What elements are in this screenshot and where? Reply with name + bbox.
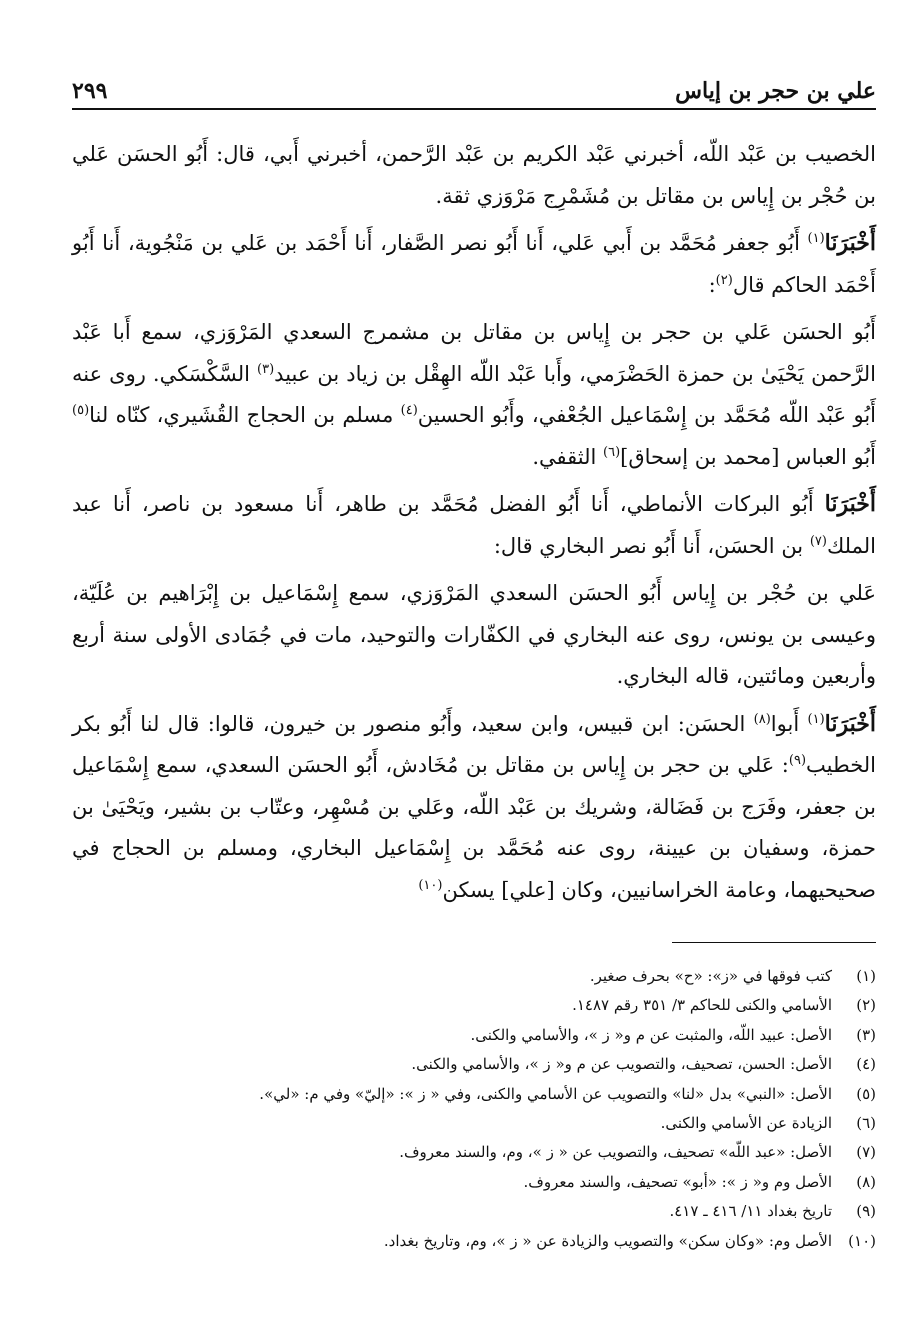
footnote-ref: (٢) [715, 272, 733, 288]
running-title: علي بن حجر بن إياس [675, 78, 876, 104]
footnote [72, 1080, 876, 1109]
paragraph-text: الثقفي. [532, 444, 604, 469]
footnote-ref: (٥) [72, 403, 90, 418]
footnote [72, 1050, 876, 1079]
paragraph-text: أَبُو البركات الأنماطي، أَنا أَبُو الفضل مُحَمَّد بن طاهر، أَنا مسعود بن ناصر، أَنا عبد الملك [72, 492, 876, 558]
paragraph-text: أَبُو جعفر مُحَمَّد بن أَبي عَلي، أَنا أَبُو نصر الصَّفار، أَنا أَحْمَد بن عَلي بن مَنْجُوية، أَنا أَبُو أَحْمَد الحاكم قال [72, 231, 876, 297]
footnotes [72, 962, 876, 1256]
footnote [72, 1109, 876, 1138]
akhbarana-keyword: أَخْبَرَنَا [824, 230, 876, 256]
footnote-text: الأصل: الحسن، تصحيف، والتصويب عن م و« ز »، والأسامي والكنى. [411, 1055, 832, 1074]
paragraph-text: : [708, 272, 716, 297]
footnote-number: (٩) [856, 1202, 876, 1221]
header-rule [72, 108, 876, 110]
akhbarana-keyword: أَخْبَرَنَا [824, 491, 876, 517]
paragraph-text: الحسَن: ابن قبيس، وابن سعيد، وأَبُو منصور بن خيرون، قالوا: قال لنا أَبُو بكر الخطيب [72, 711, 876, 777]
footnote-number: (٢) [856, 996, 876, 1015]
footnote-text: الأصل وم: «وكان سكن» والتصويب والزيادة عن « ز »، وم، وتاريخ بغداد. [383, 1231, 832, 1250]
footnote-ref: (١٠) [418, 877, 443, 893]
paragraph-1: الخصيب بن عَبْد اللّه، أخبرني عَبْد الكريم بن عَبْد الرَّحمن، أخبرني أَبي، قال: أَبُو الحسَن عَلي بن حُجْر بن إِياس بن مقاتل بن مُشَمْرِج مَرْوَزي ثقة. [72, 142, 876, 208]
main-text [72, 134, 876, 917]
footnote [72, 1168, 876, 1197]
footnote-text: الزيادة عن الأسامي والكنى. [660, 1114, 832, 1133]
footnote [72, 1227, 876, 1256]
footnote-text: الأصل: «النبي» بدل «لنا» والتصويب عن الأسامي والكنى، وفي « ز »: «إليّ» وفي م: «لي». [259, 1084, 832, 1103]
paragraph-6 [72, 704, 876, 912]
footnote [72, 991, 876, 1020]
footnote-ref: (٦) [603, 444, 621, 460]
footnote-number: (١) [856, 967, 876, 985]
footnote-text: كتب فوقها في «ز»: «ح» بحرف صغير. [589, 967, 832, 985]
paragraph-4 [72, 484, 876, 567]
footnote-ref: (٤) [400, 403, 418, 418]
paragraph-5: عَلي بن حُجْر بن إِياس أَبُو الحسَن السعدي المَرْوَزي، سمع إِسْمَاعيل بن إِبْرَاهيم بن عُلَيّة، وعيسى بن يونس، روى عنه البخاري في الكفّارات والتوحيد، مات في جُمَادى الأولى سنة أربع وأربعين ومائتين، قاله البخاري. [72, 581, 876, 688]
footnote [72, 1021, 876, 1050]
footnote-text: الأصل: «عبد اللّه» تصحيف، والتصويب عن « ز »، وم، والسند معروف. [399, 1143, 832, 1162]
footnote-text: الأصل وم و« ز »: «أبو» تصحيف، والسند معروف. [523, 1172, 832, 1191]
paragraph-3 [72, 312, 876, 478]
paragraph-text: مسلم بن الحجاج القُشَيري، كنّاه لنا [89, 403, 401, 427]
footnote-number: (٤) [856, 1055, 876, 1074]
paragraph-text: : عَلي بن حجر بن إِياس بن مقاتل بن مُخَادش، أَبُو الحسَن السعدي، سمع إِسْمَاعيل بن جعفر، وفَرَج بن فَضَالة، وشريك بن عَبْد اللّه، وعَلي بن مُسْهِر، وعتّاب بن بشير، ويَحْيَىٰ بن حمزة، وسفيان بن عيينة، روى عنه مُحَمَّد بن إِسْمَاعيل البخاري، ومسلم بن الحجاج في صحيحيهما، وعامة الخراسانيين، وكان [علي] يسكن [72, 753, 876, 902]
running-header [72, 72, 876, 104]
paragraph-text: أَبُو العباس [محمد بن إسحاق] [620, 444, 876, 469]
akhbarana-keyword: أَخْبَرَنَا [824, 710, 876, 737]
footnote-ref: (٩) [788, 753, 807, 768]
page-number: ٢٩٩ [72, 78, 108, 104]
footnote-separator [672, 942, 876, 943]
footnote-text: تاريخ بغداد ١١/ ٤١٦ ـ ٤١٧. [669, 1202, 832, 1221]
footnote-ref: (١) [807, 231, 825, 246]
footnote-number: (١٠) [848, 1231, 876, 1250]
paragraph-text: أَبوا [770, 711, 808, 736]
footnote-ref: (٧) [809, 533, 827, 549]
paragraph-text: أَبُو الحسَن عَلي بن حجر بن إِياس بن مقاتل بن مشمرج السعدي المَرْوَزي، سمع أَبا عَبْد الرَّحمن يَحْيَىٰ بن حمزة الحَضْرَمي، وأَبا عَبْد اللّه الهِقْل بن زياد بن عبيد [72, 320, 877, 386]
footnote-number: (٣) [856, 1025, 876, 1044]
footnote-ref: (١) [807, 711, 825, 727]
footnote-ref: (٨) [753, 711, 771, 727]
footnote [72, 1138, 876, 1167]
paragraph-text: السَّكْسَكي. روى عنه أَبُو عَبْد اللّه مُحَمَّد بن إِسْمَاعيل الجُعْفي، وأَبُو الحسين [72, 361, 876, 427]
footnote [72, 1197, 876, 1226]
footnote-number: (٥) [856, 1084, 876, 1103]
paragraph-2 [72, 223, 876, 306]
footnote-number: (٧) [856, 1143, 876, 1162]
footnote-text: الأصل: عبيد اللّه، والمثبت عن م و« ز »، والأسامي والكنى. [470, 1025, 832, 1044]
footnote [72, 962, 876, 991]
footnote-number: (٨) [856, 1172, 876, 1191]
footnote-number: (٦) [856, 1114, 876, 1133]
footnote-text: الأسامي والكنى للحاكم ٣/ ٣٥١ رقم ١٤٨٧. [572, 996, 832, 1015]
footnote-ref: (٣) [257, 361, 275, 377]
paragraph-text: بن الحسَن، أَنا أَبُو نصر البخاري قال: [493, 533, 810, 558]
